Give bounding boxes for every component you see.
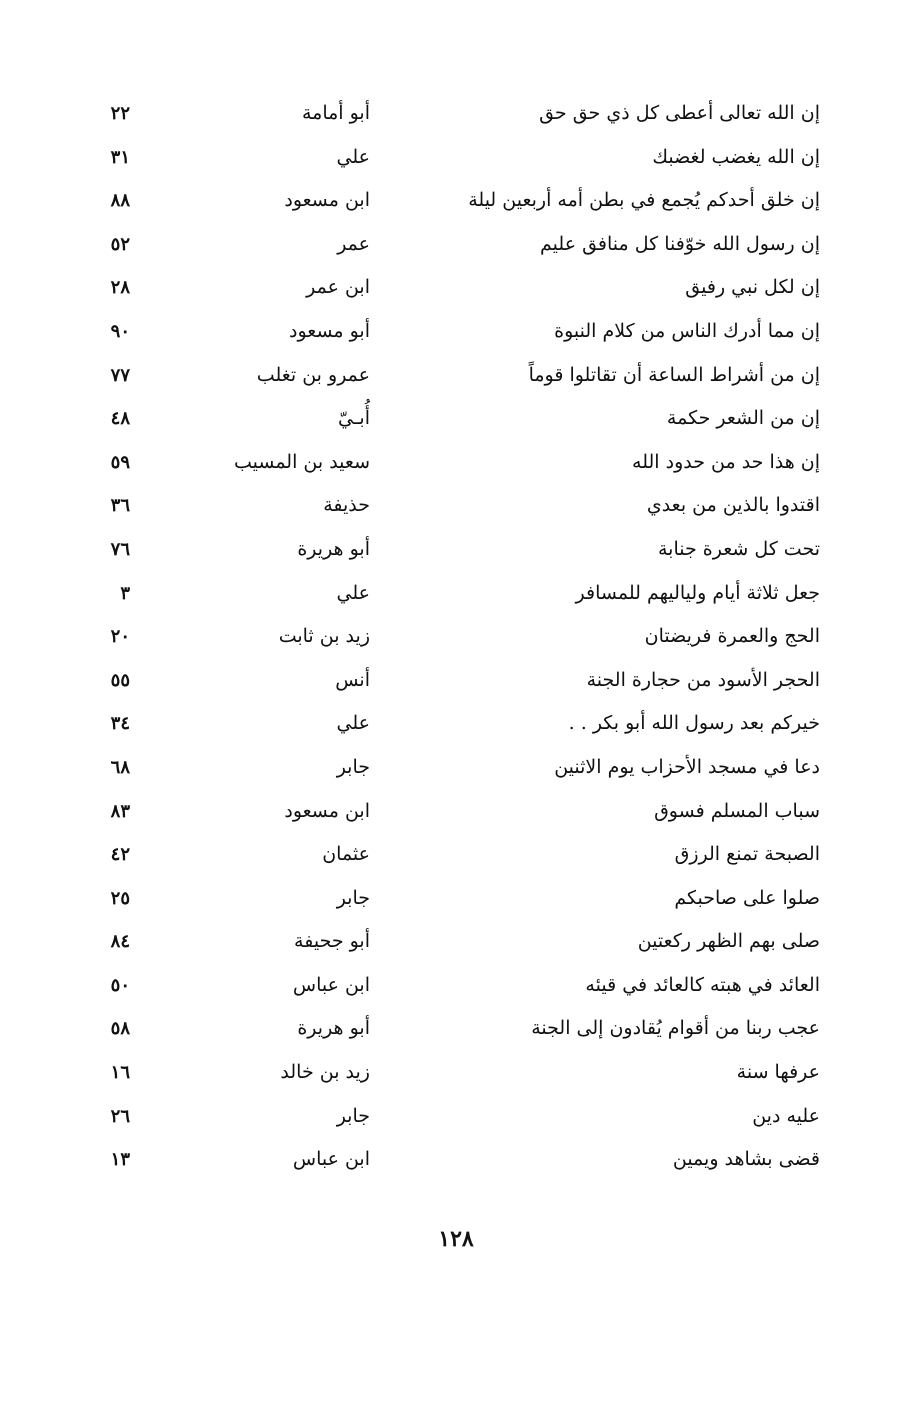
narrator-name: ابن مسعود	[284, 799, 370, 822]
page-reference: ٣٦	[110, 495, 130, 517]
index-row	[60, 877, 830, 921]
hadith-text: خيركم بعد رسول الله أبو بكر . .	[568, 712, 820, 735]
page-reference: ١٦	[110, 1062, 130, 1084]
page-reference: ٢٥	[110, 887, 130, 909]
hadith-text: إن هذا حد من حدود الله	[632, 450, 820, 473]
index-row	[60, 659, 830, 703]
index-row	[60, 310, 830, 354]
narrator-name: أبو هريرة	[297, 1017, 370, 1040]
index-row	[60, 702, 830, 746]
page-number: ١٢٨	[438, 1226, 474, 1252]
page-reference: ٨٤	[110, 931, 130, 953]
page-reference: ٨٨	[110, 190, 130, 212]
page-reference: ٣	[120, 582, 130, 604]
index-row	[60, 1007, 830, 1051]
narrator-name: عثمان	[322, 843, 370, 866]
narrator-name: أبو أمامة	[301, 102, 370, 124]
index-row	[60, 223, 830, 267]
narrator-name: ابن عمر	[306, 276, 370, 299]
hadith-text: إن خلق أحدكم يُجمع في بطن أمه أربعين ليلة	[468, 189, 820, 212]
narrator-name: علي	[336, 712, 370, 735]
page-reference: ٥٨	[110, 1018, 130, 1040]
narrator-name: ابن مسعود	[284, 189, 370, 212]
narrator-name: أنس	[335, 668, 370, 691]
index-row	[60, 92, 830, 136]
page-reference: ٧٦	[110, 538, 130, 560]
narrator-name: جابر	[336, 886, 370, 909]
hadith-text: عجب ربنا من أقوام يُقادون إلى الجنة	[531, 1017, 820, 1040]
narrator-name: جابر	[336, 755, 370, 778]
index-row	[60, 528, 830, 572]
index-row	[60, 920, 830, 964]
hadith-text: سباب المسلم فسوق	[654, 799, 820, 822]
hadith-text: الحج والعمرة فريضتان	[644, 625, 820, 648]
hadith-text: تحت كل شعرة جنابة	[657, 537, 820, 560]
hadith-text: قضى بشاهد ويمين	[672, 1148, 820, 1171]
page-reference: ٤٨	[110, 408, 130, 430]
page-reference: ٧٧	[110, 364, 130, 386]
hadith-text: صلوا على صاحبكم	[674, 886, 820, 909]
index-row	[60, 397, 830, 441]
hadith-text: إن من أشراط الساعة أن تقاتلوا قوماً	[528, 363, 820, 386]
index-row	[60, 484, 830, 528]
hadith-text: عليه دين	[752, 1104, 820, 1127]
index-row	[60, 833, 830, 877]
index-row	[60, 441, 830, 485]
narrator-name: سعيد بن المسيب	[233, 450, 370, 473]
hadith-text: إن من الشعر حكمة	[666, 407, 820, 430]
narrator-name: عمر	[337, 232, 370, 255]
narrator-name: أُبـيّ	[338, 407, 370, 430]
page-reference: ٥٩	[110, 451, 130, 473]
narrator-name: ابن عباس	[292, 973, 370, 996]
narrator-name: جابر	[336, 1104, 370, 1127]
narrator-name: ابن عباس	[292, 1148, 370, 1171]
narrator-name: علي	[336, 581, 370, 604]
hadith-text: دعا في مسجد الأحزاب يوم الاثنين	[554, 755, 820, 778]
index-row	[60, 1095, 830, 1139]
hadith-text: اقتدوا بالذين من بعدي	[646, 494, 820, 517]
hadith-text: جعل ثلاثة أيام ولياليهم للمسافر	[575, 581, 820, 604]
narrator-name: علي	[336, 145, 370, 168]
page-reference: ٢٠	[110, 626, 130, 648]
hadith-text: إن مما أدرك الناس من كلام النبوة	[554, 319, 820, 342]
narrator-name: زيد بن خالد	[280, 1061, 370, 1084]
page-reference: ٦٨	[110, 756, 130, 778]
narrator-name: أبو مسعود	[289, 319, 370, 342]
page-reference: ٤٢	[110, 844, 130, 866]
index-row	[60, 266, 830, 310]
page-reference: ٨٣	[110, 800, 130, 822]
page-reference: ٢٦	[110, 1105, 130, 1127]
index-row	[60, 1138, 830, 1182]
index-row	[60, 354, 830, 398]
hadith-text: الصبحة تمنع الرزق	[674, 843, 820, 866]
page-reference: ١٣	[110, 1149, 130, 1171]
page-reference: ٥٠	[110, 974, 130, 996]
page-reference: ٥٥	[110, 669, 130, 691]
hadith-text: العائد في هبته كالعائد في قيئه	[585, 973, 820, 996]
narrator-name: حذيفة	[323, 494, 370, 517]
index-row	[60, 572, 830, 616]
hadith-text: عرفها سنة	[736, 1061, 820, 1084]
hadith-text: صلى بهم الظهر ركعتين	[637, 930, 820, 953]
page-reference: ٢٢	[110, 103, 130, 124]
index-row	[60, 964, 830, 1008]
index-row	[60, 615, 830, 659]
narrator-name: عمرو بن تغلب	[256, 363, 370, 386]
hadith-index-table	[60, 92, 830, 1182]
index-row	[60, 790, 830, 834]
index-row	[60, 179, 830, 223]
hadith-text: إن الله تعالى أعطى كل ذي حق حق	[539, 102, 820, 124]
narrator-name: أبو هريرة	[297, 537, 370, 560]
page-reference: ٥٢	[110, 233, 130, 255]
page-reference: ٣٤	[110, 713, 130, 735]
page-reference: ٣١	[110, 146, 130, 168]
narrator-name: أبو جحيفة	[294, 930, 370, 953]
hadith-text: إن رسول الله خوّفنا كل منافق عليم	[540, 232, 820, 255]
hadith-text: إن الله يغضب لغضبك	[652, 145, 820, 168]
index-row	[60, 746, 830, 790]
hadith-text: إن لكل نبي رفيق	[685, 276, 820, 299]
page-reference: ٩٠	[110, 320, 130, 342]
narrator-name: زيد بن ثابت	[278, 625, 370, 648]
page-reference: ٢٨	[110, 277, 130, 299]
hadith-text: الحجر الأسود من حجارة الجنة	[586, 668, 820, 691]
index-row	[60, 136, 830, 180]
index-row	[60, 1051, 830, 1095]
